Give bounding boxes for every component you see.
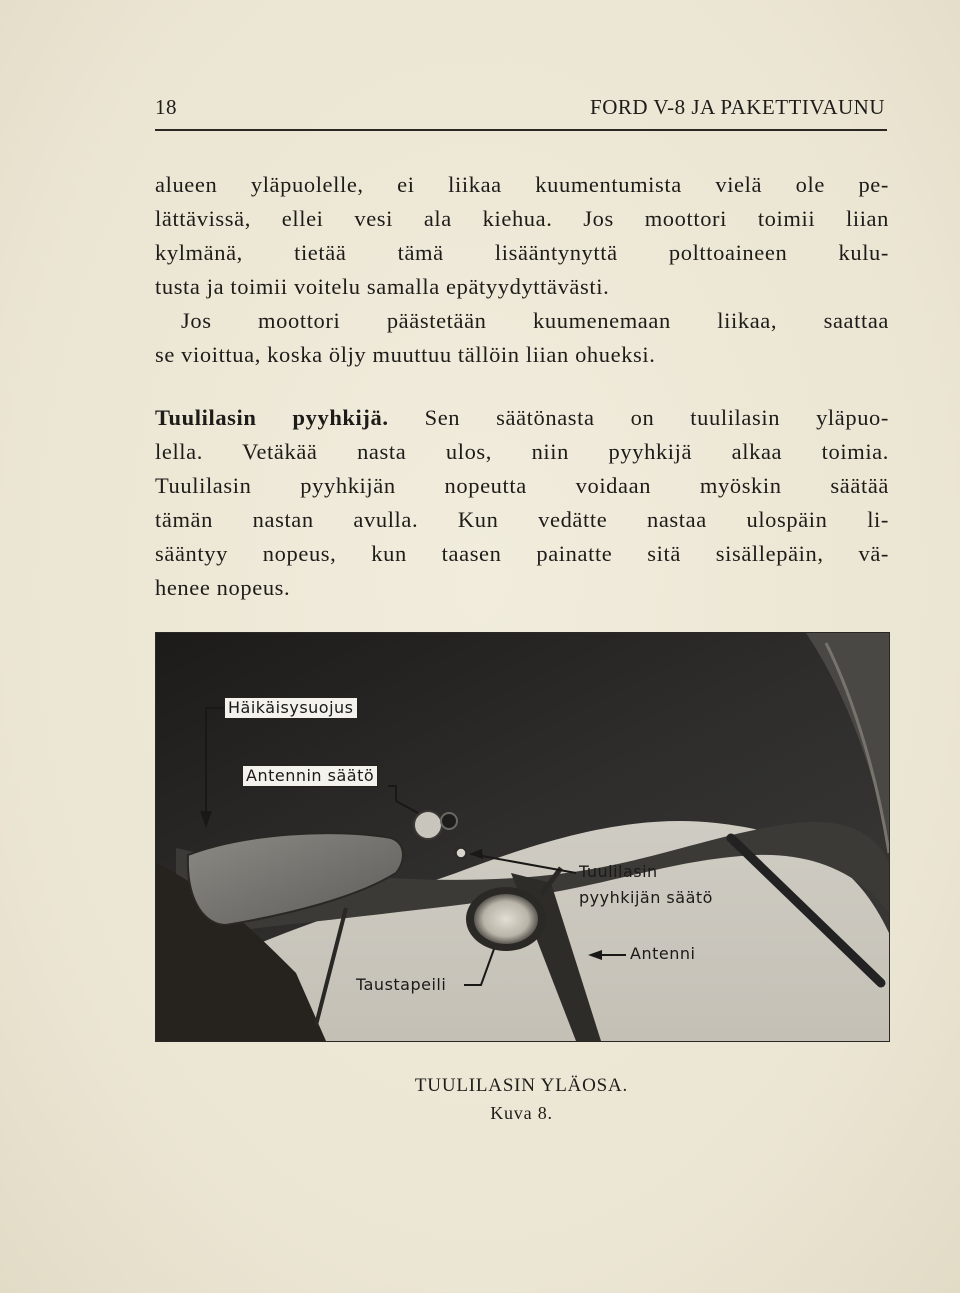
text-line: lella. Vetäkää nasta ulos, niin pyyhkijä alkaa toimia. [155,439,889,464]
wiper-control-label-line2: pyyhkijän säätö [579,888,713,907]
antenna-control-label: Antennin säätö [242,765,378,787]
run-in-heading: Tuulilasin pyyhkijä. [155,405,389,430]
text-line: alueen yläpuolelle, ei liikaa kuumentumista vielä ole pe- [155,172,889,197]
page-number: 18 [155,95,177,119]
text-line: henee nopeus. [155,575,291,600]
wiper-control-label-line1: Tuulilasin [579,862,658,881]
text-line: Jos moottori päästetään kuumenemaan liikaa, saattaa [181,308,889,333]
text-line: Tuulilasin pyyhkijän nopeutta voidaan myöskin säätää [155,473,889,498]
sun-visor-label: Häikäisysuojus [224,697,358,719]
knob-socket [441,813,457,829]
text-line: tusta ja toimii voitelu samalla epätyydyttävästi. [155,274,610,299]
text-line: kylmänä, tietää tämä lisääntynyttä polttoaineen kulu- [155,240,889,265]
text-line: tämän nastan avulla. Kun vedätte nastaa ulospäin li- [155,507,889,532]
text-line: lättävissä, ellei vesi ala kiehua. Jos moottori toimii liian [155,206,889,231]
rear-view-mirror-label: Taustapeili [356,975,447,994]
antenna-knob [414,811,442,839]
wiper-pin [456,848,466,858]
windshield-illustration [156,633,889,1041]
text-line: sääntyy nopeus, kun taasen painatte sitä sisällepäin, vä- [155,541,889,566]
text-line-with-heading [155,401,889,435]
rear-view-mirror [474,894,538,944]
header-rule [155,129,887,131]
body-text [155,168,889,605]
page-header [155,95,885,127]
figure-caption-title: TUULILASIN YLÄOSA. [414,1075,629,1096]
antenna-label: Antenni [630,944,696,963]
running-title: FORD V-8 JA PAKETTIVAUNU [590,95,885,119]
paragraph-gap [155,372,889,401]
windshield-photo [155,632,890,1042]
figure-caption-number: Kuva 8. [490,1103,553,1123]
text-line: se vioittua, koska öljy muuttuu tällöin liian ohueksi. [155,342,656,367]
text-fragment: Sen säätönasta on tuulilasin yläpuo- [424,405,889,430]
